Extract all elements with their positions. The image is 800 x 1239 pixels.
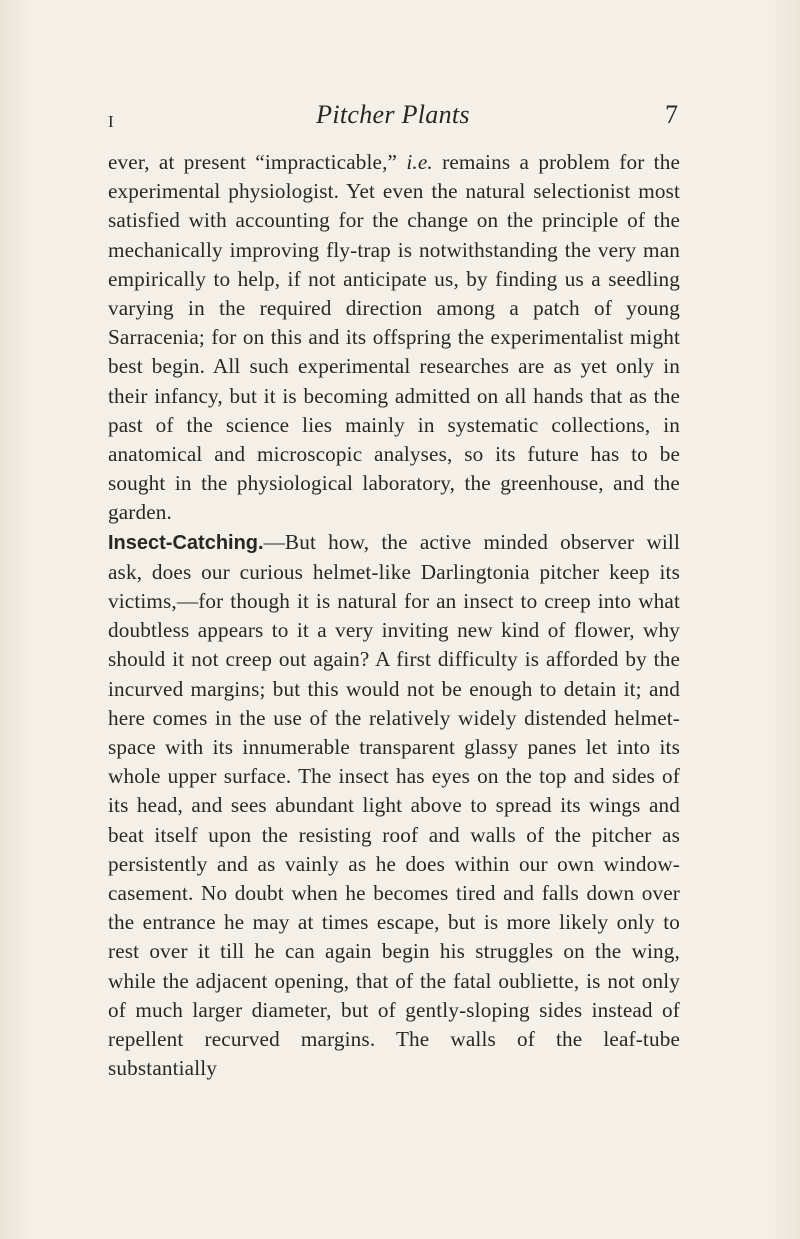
italic-ie: i.e. xyxy=(406,150,433,174)
running-title: Pitcher Plants xyxy=(316,100,470,129)
paragraph-2-text: —But how, the active minded observer will ask, does our curious helmet-like Darlingtonia pitcher keep its victims,—for though it is natural for an insect to creep into what doubtless appears to it a very inviting new kind of flower, why should it not creep out again? A first difficulty is afforded by the incurved margins; but this would not be enough to detain it; and here comes in the use of the relatively widely distended helmet-space with its innumerable transparent glassy panes let into its whole upper surface. The insect has eyes on the top and sides of its head, and sees abundant light above to spread its wings and beat itself upon the resisting roof and walls of the pitcher as persistently and as vainly as he does within our own window-casement. No doubt when he becomes tired and falls down over the entrance he may at times escape, but is more likely only to rest over it till he can again begin his struggles on the wing, while the adjacent opening, that of the fatal oubliette, is not only of much larger diameter, but of gently-sloping sides instead of repellent recurved margins. The walls of the leaf-tube substantially xyxy=(108,529,680,1081)
page-number: 7 xyxy=(665,100,678,129)
paragraph-1-part-a: ever, at present “impracticable,” xyxy=(108,150,407,174)
signature-mark: I xyxy=(108,112,114,131)
page-header xyxy=(108,100,678,134)
paragraph-continuation xyxy=(108,148,680,528)
body-text xyxy=(108,148,680,1084)
paragraph-insect-catching xyxy=(108,528,680,1084)
paragraph-1-part-b: remains a problem for the experimental physiologist. Yet even the natural selectionist most satisfied with accounting for the change on the principle of the mechanically improving fly-trap is notwithstanding the very man empirically to help, if not anticipate us, by finding us a seedling varying in the required direction among a patch of young Sarracenia; for on this and its offspring the experimentalist might best begin. All such experimental researches are as yet only in their infancy, but it is becoming admitted on all hands that as the past of the science lies mainly in systematic collections, in anatomical and microscopic analyses, so its future has to be sought in the physiological laboratory, the greenhouse, and the garden. xyxy=(108,150,681,525)
section-heading: Insect-Catching. xyxy=(108,531,264,554)
